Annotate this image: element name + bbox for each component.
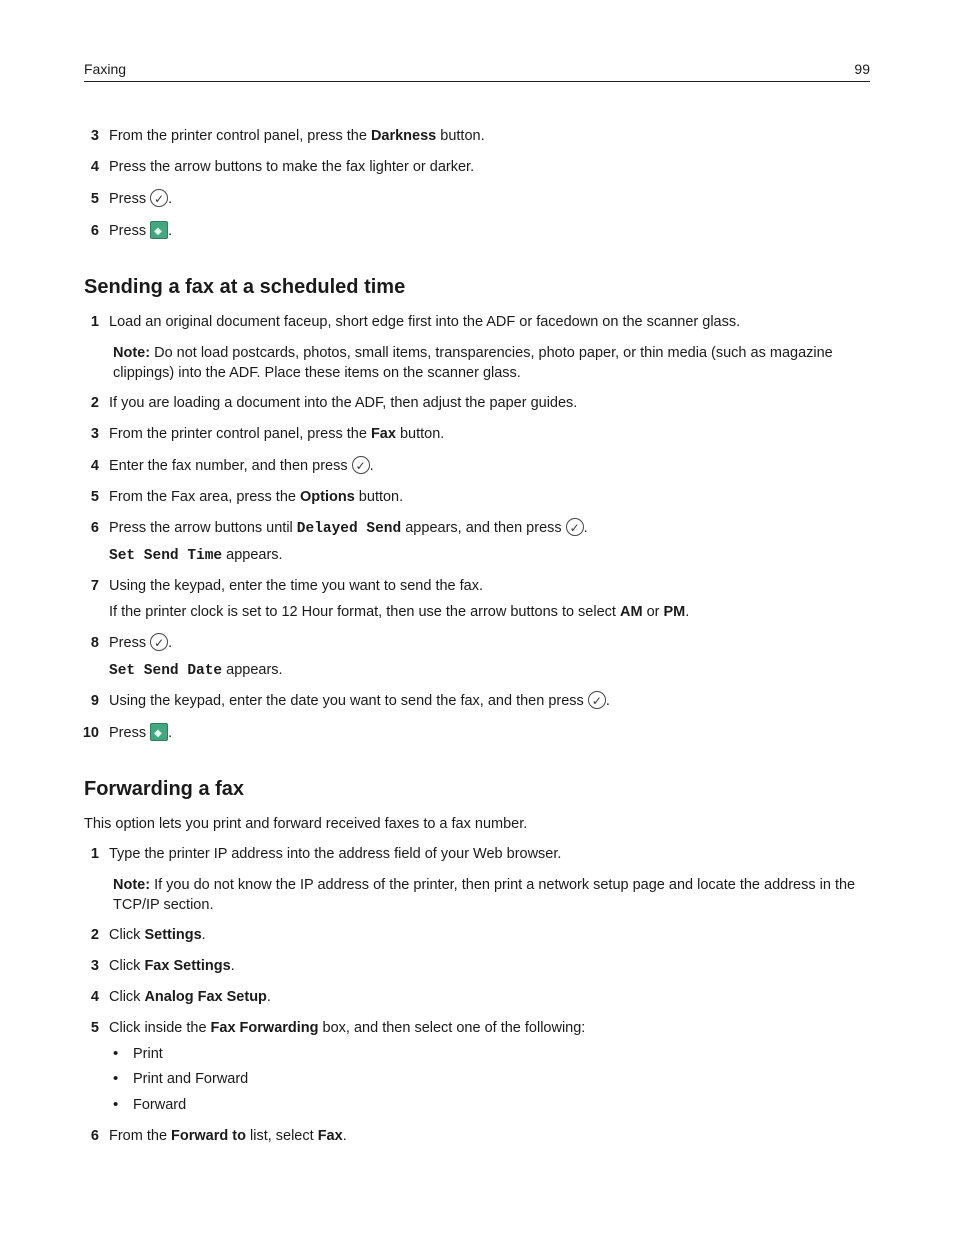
step-text-post: . xyxy=(605,693,610,709)
bullet-icon: • xyxy=(113,1045,119,1062)
step-text: If you are loading a document into the ADF, then adjust the paper guides. xyxy=(109,395,578,411)
options-button-label: Options xyxy=(300,489,355,505)
step-text-pre: Using the keypad, enter the date you want to send the fax, and then press xyxy=(109,693,588,709)
step-text-pre: Click inside the xyxy=(109,1020,211,1036)
step-subtext xyxy=(109,545,283,566)
header-rule xyxy=(84,81,870,82)
display-message: Set Send Date xyxy=(109,663,223,679)
step-text-pre: Click xyxy=(109,958,145,974)
step-subtext-pre: If the printer clock is set to 12 Hour format, then use the arrow buttons to select xyxy=(109,604,620,620)
step-text-pre: From the printer control panel, press the xyxy=(109,128,371,144)
darkness-button-label: Darkness xyxy=(370,128,437,144)
step-text-post: . xyxy=(266,989,271,1005)
step-number: 6 xyxy=(90,223,99,239)
step-text xyxy=(109,723,172,743)
note-text: Do not load postcards, photos, small items, transparencies, photo paper, or thin media (such as magazine clippings) into the ADF. Place these items on the scanner glass. xyxy=(113,345,833,381)
step-text xyxy=(109,221,172,241)
bullet-text: Print xyxy=(133,1046,163,1062)
step-subtext-mid: or xyxy=(642,604,664,620)
step-text xyxy=(109,518,588,539)
step-text: Press the arrow buttons to make the fax lighter or darker. xyxy=(109,159,475,175)
step-subtext xyxy=(109,660,283,681)
section-intro: This option lets you print and forward received faxes to a fax number. xyxy=(84,816,528,832)
step-text: Using the keypad, enter the time you want to send the fax. xyxy=(109,578,483,594)
step-text-pre: From the printer control panel, press the xyxy=(109,426,371,442)
step-text xyxy=(109,691,610,711)
forward-to-list-label: Forward to xyxy=(171,1128,246,1144)
step-text-post: . xyxy=(168,635,173,651)
step-subtext-post: . xyxy=(685,604,690,620)
fax-settings-link-label: Fax Settings xyxy=(144,958,231,974)
step-text-mid: list, select xyxy=(245,1128,318,1144)
analog-fax-setup-link-label: Analog Fax Setup xyxy=(144,989,267,1005)
step-text-mid: appears, and then press xyxy=(401,520,566,536)
step-number: 5 xyxy=(90,191,99,207)
step-text xyxy=(109,487,403,507)
step-text xyxy=(109,987,271,1007)
check-icon xyxy=(150,633,168,651)
step-text-pre: Press the arrow buttons until xyxy=(109,520,297,536)
note-text: If you do not know the IP address of the printer, then print a network setup page and locate the address in the TCP/IP section. xyxy=(113,877,856,913)
step-text xyxy=(109,956,235,976)
step-number: 1 xyxy=(90,314,99,330)
step-text-post: . xyxy=(168,191,173,207)
step-subtext-post: appears. xyxy=(222,547,283,563)
check-icon xyxy=(566,518,584,536)
step-text-pre: Press xyxy=(109,223,151,239)
step-text-post: button. xyxy=(436,128,485,144)
step-text-pre: Enter the fax number, and then press xyxy=(109,458,352,474)
step-text xyxy=(109,1126,347,1146)
step-text-post: . xyxy=(369,458,374,474)
step-text xyxy=(109,633,172,653)
step-text xyxy=(109,126,485,146)
bullet-icon: • xyxy=(113,1070,119,1087)
step-number: 7 xyxy=(90,578,99,594)
bullet-text: Forward xyxy=(133,1097,187,1113)
step-number: 6 xyxy=(90,1128,99,1144)
step-text-pre: Click xyxy=(109,927,145,943)
step-text xyxy=(109,1018,585,1038)
step-number: 1 xyxy=(90,846,99,862)
step-number: 3 xyxy=(90,958,99,974)
step-text-post: button. xyxy=(354,489,404,505)
step-text-post: button. xyxy=(395,426,445,442)
step-number: 8 xyxy=(90,635,99,651)
step-text xyxy=(109,456,374,476)
step-text-post: . xyxy=(230,958,235,974)
start-icon xyxy=(150,723,168,741)
step-number: 9 xyxy=(90,693,99,709)
am-label: AM xyxy=(619,604,643,620)
step-number: 4 xyxy=(90,159,99,175)
step-text-post: . xyxy=(168,725,173,741)
note xyxy=(113,343,870,383)
step-number: 2 xyxy=(90,395,99,411)
step-text: Type the printer IP address into the address field of your Web browser. xyxy=(109,846,562,862)
step-text-post: box, and then select one of the following: xyxy=(318,1020,586,1036)
step-text-pre: Press xyxy=(109,191,151,207)
pm-label: PM xyxy=(663,604,686,620)
step-number: 4 xyxy=(90,458,99,474)
page-number: 99 xyxy=(854,61,870,77)
step-text-pre: From the xyxy=(109,1128,172,1144)
step-text: Load an original document faceup, short edge first into the ADF or facedown on the scanner glass. xyxy=(109,314,741,330)
step-text-pre: Press xyxy=(109,725,151,741)
step-number: 3 xyxy=(90,426,99,442)
step-number: 10 xyxy=(82,725,99,741)
step-subtext xyxy=(109,602,689,622)
step-text-pre: From the Fax area, press the xyxy=(109,489,300,505)
display-message: Delayed Send xyxy=(296,521,402,537)
section-heading-scheduled-fax: Sending a fax at a scheduled time xyxy=(84,276,406,298)
check-icon xyxy=(150,189,168,207)
display-message: Set Send Time xyxy=(109,548,223,564)
step-number: 3 xyxy=(90,128,99,144)
step-text-post: . xyxy=(201,927,206,943)
step-subtext-post: appears. xyxy=(222,662,283,678)
step-text-post: . xyxy=(342,1128,347,1144)
bullet-text: Print and Forward xyxy=(133,1071,249,1087)
step-text-post: . xyxy=(168,223,173,239)
section-heading-forwarding-fax: Forwarding a fax xyxy=(84,778,245,800)
start-icon xyxy=(150,221,168,239)
fax-option-label: Fax xyxy=(317,1128,343,1144)
check-icon xyxy=(352,456,370,474)
bullet-icon: • xyxy=(113,1096,119,1113)
settings-link-label: Settings xyxy=(144,927,202,943)
running-header-section: Faxing xyxy=(84,61,127,77)
fax-forwarding-field-label: Fax Forwarding xyxy=(210,1020,319,1036)
step-number: 4 xyxy=(90,989,99,1005)
fax-button-label: Fax xyxy=(370,426,396,442)
step-text xyxy=(109,925,206,945)
step-number: 2 xyxy=(90,927,99,943)
step-text xyxy=(109,424,444,444)
note xyxy=(113,875,870,915)
note-label: Note: xyxy=(113,877,151,893)
step-text-pre: Click xyxy=(109,989,145,1005)
step-number: 5 xyxy=(90,489,99,505)
note-label: Note: xyxy=(113,345,151,361)
step-text xyxy=(109,189,172,209)
step-number: 6 xyxy=(90,520,99,536)
step-text-pre: Press xyxy=(109,635,151,651)
check-icon xyxy=(588,691,606,709)
step-number: 5 xyxy=(90,1020,99,1036)
step-text-post: . xyxy=(583,520,588,536)
